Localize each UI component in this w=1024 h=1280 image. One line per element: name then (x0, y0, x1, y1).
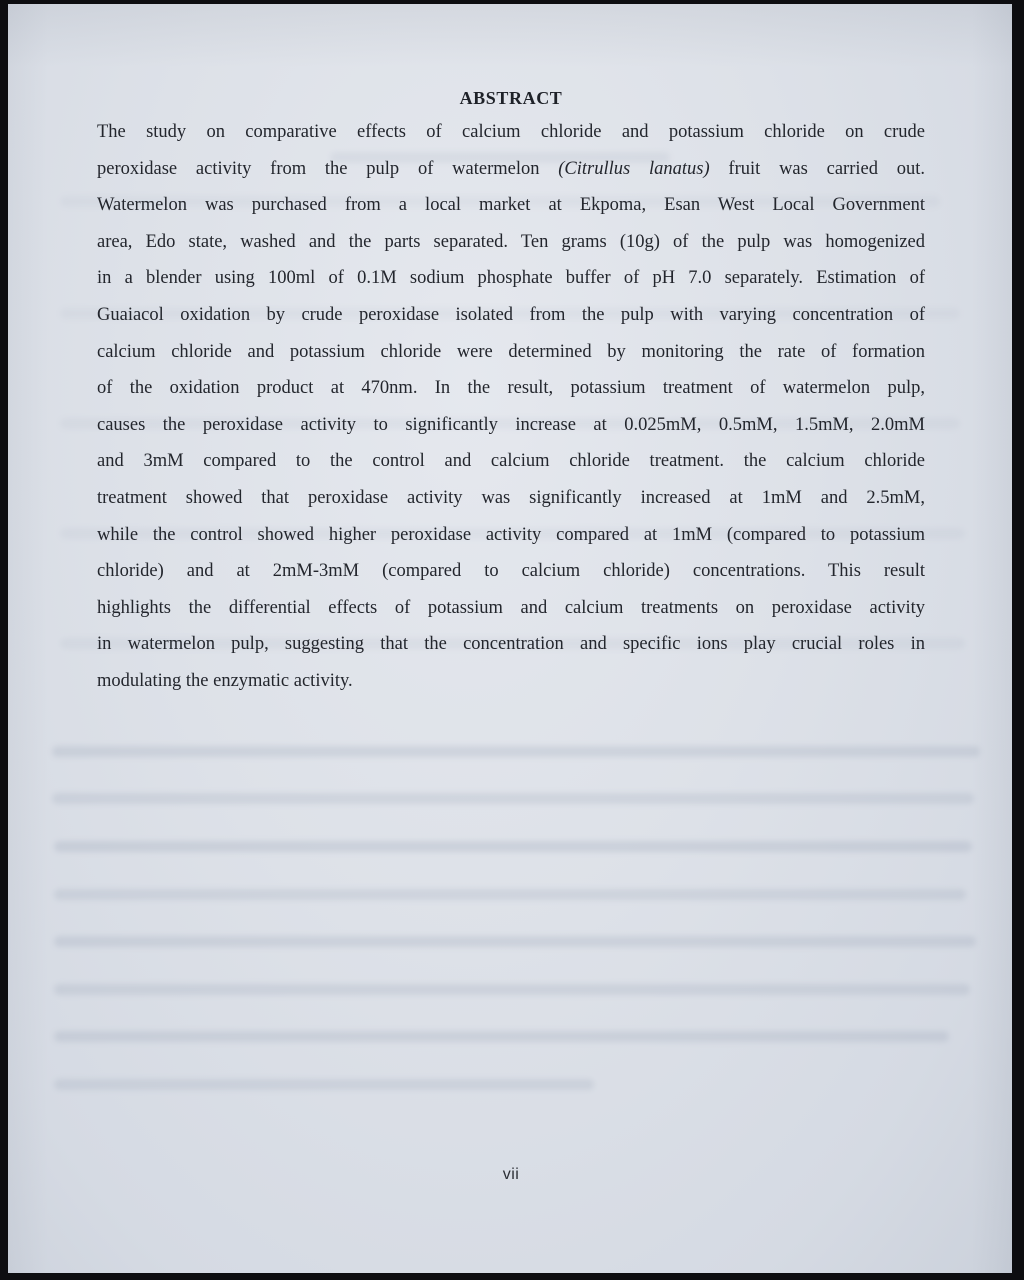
paragraph-text: fruit was carried out. (709, 158, 926, 179)
paragraph-line: Guaiacol oxidation by crude peroxidase isolated from the pulp with varying concentration of (97, 304, 925, 325)
bleed-through-line (54, 889, 966, 900)
paragraph-line: highlights the differential effects of potassium and calcium treatments on peroxidase activity (97, 597, 925, 618)
abstract-heading: ABSTRACT (459, 88, 563, 108)
paragraph-line: area, Edo state, washed and the parts separated. Ten grams (10g) of the pulp was homogenized (97, 231, 925, 252)
paragraph-line: The study on comparative effects of calcium chloride and potassium chloride on crude (97, 122, 925, 142)
paragraph-line: treatment showed that peroxidase activity was significantly increased at 1mM and 2.5mM, (97, 487, 925, 508)
bleed-through-line (54, 841, 972, 852)
paragraph-line: chloride) and at 2mM-3mM (compared to calcium chloride) concentrations. This result (97, 561, 925, 582)
bleed-through-line (54, 1031, 949, 1042)
bleed-through-line (52, 793, 974, 804)
paragraph-line: and 3mM compared to the control and calcium chloride treatment. the calcium chloride (97, 451, 925, 472)
paragraph-line (97, 151, 925, 188)
paragraph-line: calcium chloride and potassium chloride were determined by monitoring the rate of formation (97, 341, 925, 362)
bleed-through-line (54, 936, 976, 947)
paragraph-line: in watermelon pulp, suggesting that the concentration and specific ions play crucial roles in (97, 634, 925, 655)
species-name-italic: (Citrullus lanatus) (558, 158, 710, 179)
paragraph-line: modulating the enzymatic activity. (97, 670, 353, 691)
paragraph-line: in a blender using 100ml of 0.1M sodium phosphate buffer of pH 7.0 separately. Estimation of (97, 268, 925, 289)
bleed-through-line (54, 1079, 594, 1090)
paragraph-line: causes the peroxidase activity to significantly increase at 0.025mM, 0.5mM, 1.5mM, 2.0mM (97, 414, 925, 435)
paragraph-line: while the control showed higher peroxidase activity compared at 1mM (compared to potassium (97, 524, 925, 545)
page-number: vii (502, 1166, 520, 1183)
abstract-paragraph (97, 114, 925, 700)
bleed-through-line (54, 984, 970, 995)
paragraph-text: peroxidase activity from the pulp of watermelon (97, 158, 559, 179)
scanned-page (8, 4, 1012, 1273)
bleed-through-line (52, 746, 980, 757)
paragraph-line: Watermelon was purchased from a local market at Ekpoma, Esan West Local Government (97, 195, 925, 216)
paragraph-line: of the oxidation product at 470nm. In the result, potassium treatment of watermelon pulp, (97, 378, 925, 399)
